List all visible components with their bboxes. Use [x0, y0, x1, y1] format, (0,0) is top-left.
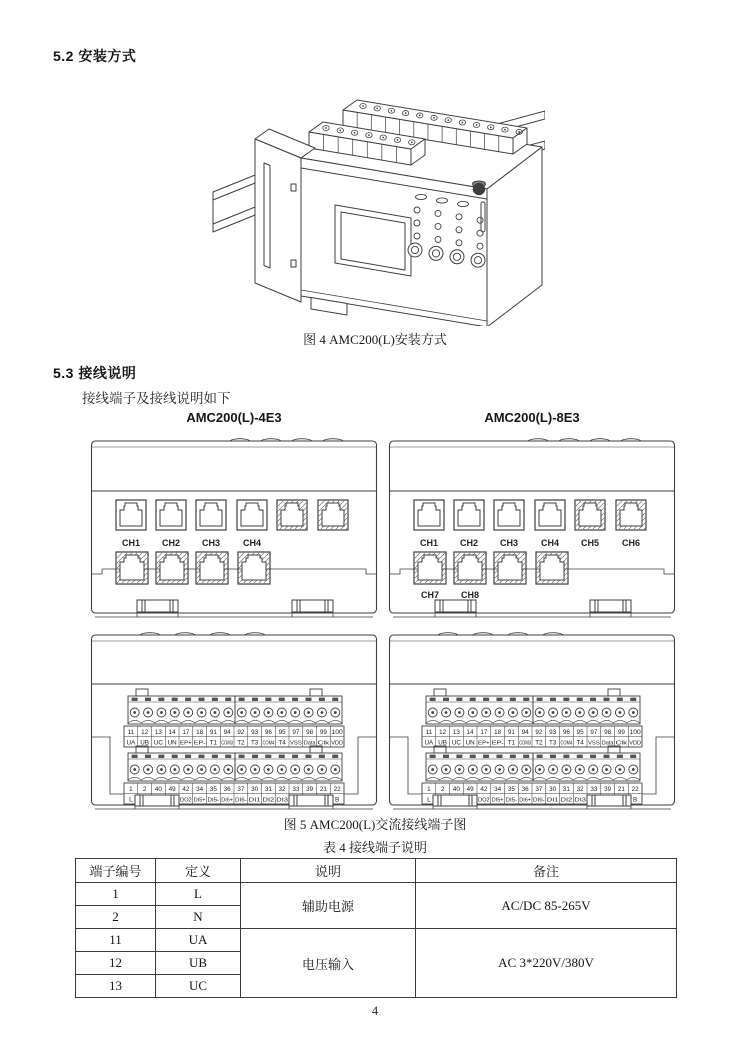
figure5-caption: 图 5 AMC200(L)交流接线端子图 — [283, 817, 467, 832]
terminal-number: 49 — [168, 786, 176, 793]
round-connector — [450, 250, 464, 264]
terminal-name: UA — [126, 739, 136, 747]
terminal-name: DI1 — [248, 797, 261, 804]
terminal-number: 97 — [292, 729, 300, 736]
terminal-name: VSS — [588, 740, 601, 747]
terminal-number: 98 — [604, 729, 612, 736]
terminal-name: DI2 — [262, 797, 275, 804]
round-connector — [408, 243, 422, 257]
channel-label: CH8 — [460, 590, 480, 600]
terminal-number: 95 — [576, 729, 584, 736]
terminal-name: DI6- — [533, 797, 546, 804]
terminal-number: 30 — [251, 786, 259, 793]
port-panel-4e3 — [90, 438, 378, 622]
terminal-name: UA — [424, 739, 434, 747]
table4-caption: 表 4 接线端子说明 — [322, 840, 427, 855]
terminal-number: 31 — [562, 786, 570, 793]
terminal-name: Data — [601, 740, 614, 747]
channel-label: CH6 — [621, 538, 641, 548]
terminal-number: 2 — [440, 786, 445, 793]
terminal-note: AC/DC 85-265V — [416, 883, 677, 929]
terminal-no: 13 — [76, 975, 156, 998]
terminal-number: 1 — [129, 786, 133, 793]
wiring-intro-text: 接线端子及接线说明如下 — [82, 391, 231, 406]
col-header-description: 说明 — [241, 859, 416, 883]
terminal-name: T3 — [548, 739, 557, 747]
terminal-name: T4 — [278, 739, 286, 747]
terminal-name: T3 — [250, 739, 259, 747]
terminal-number: 37 — [535, 786, 543, 793]
terminal-name: B — [633, 796, 638, 804]
terminal-name: DI1 — [546, 797, 559, 804]
terminal-number: 91 — [209, 729, 217, 736]
terminal-note: AC 3*220V/380V — [416, 929, 677, 998]
table-header-row — [76, 859, 677, 883]
terminal-name: DO2 — [180, 797, 192, 804]
terminal-number: 35 — [209, 786, 217, 793]
terminal-name: L — [129, 796, 133, 804]
terminal-desc: 电压输入 — [241, 929, 416, 998]
terminal-number: 18 — [494, 729, 502, 736]
terminal-number: 21 — [319, 786, 327, 793]
din-clip — [435, 600, 476, 612]
section-5-3-heading: 5.3 接线说明 — [53, 365, 137, 381]
terminal-number: 35 — [507, 786, 515, 793]
terminal-name: DI3 — [276, 797, 288, 804]
terminal-number: 14 — [466, 729, 474, 736]
din-clip — [590, 600, 631, 612]
terminal-name: EP- — [491, 740, 504, 747]
terminal-number: 34 — [494, 786, 502, 793]
terminal-number: 33 — [292, 786, 300, 793]
terminal-number: 30 — [549, 786, 557, 793]
section-5-2-heading: 5.2 安装方式 — [53, 48, 137, 64]
port-panel-8e3 — [388, 438, 676, 622]
terminal-name: VDD — [331, 740, 343, 747]
terminal-number: 100 — [629, 729, 642, 736]
terminal-number: 93 — [549, 729, 557, 736]
figure4-caption: 图 4 AMC200(L)安装方式 — [303, 332, 447, 347]
col-header-terminal-no: 端子编号 — [76, 859, 156, 883]
terminal-number: 21 — [617, 786, 625, 793]
channel-label: CH4 — [242, 538, 262, 548]
terminal-name: UB — [438, 739, 447, 747]
round-connector — [429, 246, 443, 260]
din-clip — [433, 795, 477, 806]
terminal-name: UN — [465, 739, 475, 747]
col-header-definition: 定义 — [156, 859, 241, 883]
terminal-number: 37 — [237, 786, 245, 793]
terminal-number: 1 — [427, 786, 431, 793]
terminal-name: EP+ — [180, 740, 192, 747]
terminal-panel-4e3 — [90, 632, 378, 813]
terminal-number: 99 — [617, 729, 625, 736]
terminal-number: 17 — [182, 729, 190, 736]
terminal-number: 40 — [452, 786, 460, 793]
terminal-name: DI5- — [207, 797, 220, 804]
din-clip — [135, 795, 179, 806]
terminal-number: 2 — [142, 786, 147, 793]
terminal-name: UC — [451, 739, 461, 747]
terminal-name: DI6+ — [519, 797, 532, 804]
din-clip — [587, 795, 631, 806]
terminal-name: VDD — [629, 740, 641, 747]
terminal-name: COM3 — [221, 740, 234, 747]
terminal-number: 34 — [196, 786, 204, 793]
round-connector — [471, 253, 485, 267]
terminal-name: Clk — [317, 740, 330, 747]
terminal-def: N — [156, 906, 241, 929]
terminal-number: 49 — [466, 786, 474, 793]
terminal-no: 1 — [76, 883, 156, 906]
installation-drawing — [205, 84, 545, 326]
din-clip — [289, 795, 333, 806]
terminal-desc: 辅助电源 — [241, 883, 416, 929]
terminal-number: 92 — [535, 729, 543, 736]
channel-label: CH3 — [201, 538, 221, 548]
terminal-name: UB — [140, 739, 149, 747]
terminal-name: T1 — [507, 739, 516, 747]
channel-label: CH3 — [499, 538, 519, 548]
terminal-def: UA — [156, 929, 241, 952]
terminal-number: 94 — [223, 729, 231, 736]
model-label-8e3: AMC200(L)-8E3 — [484, 410, 580, 425]
terminal-name: T1 — [209, 739, 218, 747]
terminal-number: 96 — [562, 729, 570, 736]
terminal-number: 95 — [278, 729, 286, 736]
terminal-number: 42 — [182, 786, 190, 793]
terminal-number: 92 — [237, 729, 245, 736]
din-clip — [137, 600, 178, 612]
col-header-remark: 备注 — [416, 859, 677, 883]
terminal-name: DI6+ — [221, 797, 234, 804]
terminal-number: 42 — [480, 786, 488, 793]
terminal-def: UC — [156, 975, 241, 998]
channel-label: CH1 — [419, 538, 439, 548]
terminal-panel-8e3 — [388, 632, 676, 813]
terminal-name: Data — [303, 740, 316, 747]
terminal-number: 96 — [264, 729, 272, 736]
terminal-number: 91 — [507, 729, 515, 736]
channel-label: CH2 — [459, 538, 479, 548]
terminal-name: EP+ — [478, 740, 490, 747]
terminal-name: DI2 — [560, 797, 573, 804]
terminal-name: UN — [167, 739, 177, 747]
terminal-number: 36 — [521, 786, 529, 793]
terminal-name: DI5+ — [491, 797, 504, 804]
terminal-number: 36 — [223, 786, 231, 793]
terminal-name: DI6- — [235, 797, 248, 804]
terminal-name: B — [335, 796, 340, 804]
terminal-number: 12 — [141, 729, 149, 736]
terminal-name: UC — [153, 739, 163, 747]
terminal-name: DI3 — [574, 797, 586, 804]
terminal-number: 99 — [319, 729, 327, 736]
terminal-name: VSS — [290, 740, 303, 747]
terminal-name: T4 — [576, 739, 584, 747]
terminal-name: COM4 — [262, 740, 275, 747]
terminal-number: 40 — [154, 786, 162, 793]
page-number: 4 — [371, 1004, 379, 1018]
terminal-number: 12 — [439, 729, 447, 736]
terminal-name: T2 — [237, 739, 245, 747]
terminal-name: L — [427, 796, 431, 804]
terminal-table — [75, 858, 677, 998]
terminal-number: 17 — [480, 729, 488, 736]
terminal-number: 94 — [521, 729, 529, 736]
terminal-number: 31 — [264, 786, 272, 793]
channel-label: CH1 — [121, 538, 141, 548]
terminal-number: 11 — [127, 729, 135, 736]
terminal-number: 100 — [331, 729, 344, 736]
terminal-number: 13 — [452, 729, 460, 736]
terminal-no: 2 — [76, 906, 156, 929]
terminal-no: 11 — [76, 929, 156, 952]
terminal-number: 22 — [333, 786, 341, 793]
terminal-name: DI5+ — [193, 797, 206, 804]
terminal-name: EP- — [193, 740, 206, 747]
terminal-number: 33 — [590, 786, 598, 793]
terminal-number: 32 — [576, 786, 584, 793]
channel-label: CH2 — [161, 538, 181, 548]
terminal-number: 22 — [631, 786, 639, 793]
din-clip — [292, 600, 333, 612]
terminal-number: 39 — [306, 786, 314, 793]
terminal-number: 98 — [306, 729, 314, 736]
terminal-name: COM4 — [560, 740, 573, 747]
panel-outline — [92, 439, 377, 617]
terminal-no: 12 — [76, 952, 156, 975]
terminal-number: 14 — [168, 729, 176, 736]
table-row — [76, 929, 677, 952]
table-row — [76, 883, 677, 906]
terminal-number: 93 — [251, 729, 259, 736]
terminal-name: DI5- — [505, 797, 518, 804]
terminal-name: DO2 — [478, 797, 490, 804]
terminal-number: 97 — [590, 729, 598, 736]
terminal-number: 39 — [604, 786, 612, 793]
terminal-number: 11 — [425, 729, 433, 736]
terminal-number: 18 — [196, 729, 204, 736]
model-label-4e3: AMC200(L)-4E3 — [186, 410, 282, 425]
channel-label: CH5 — [580, 538, 600, 548]
terminal-number: 13 — [154, 729, 162, 736]
terminal-name: Clk — [615, 740, 628, 747]
terminal-def: L — [156, 883, 241, 906]
channel-label: CH7 — [420, 590, 440, 600]
terminal-name: T2 — [535, 739, 543, 747]
terminal-def: UB — [156, 952, 241, 975]
channel-label: CH4 — [540, 538, 560, 548]
terminal-number: 32 — [278, 786, 286, 793]
terminal-name: COM3 — [519, 740, 532, 747]
